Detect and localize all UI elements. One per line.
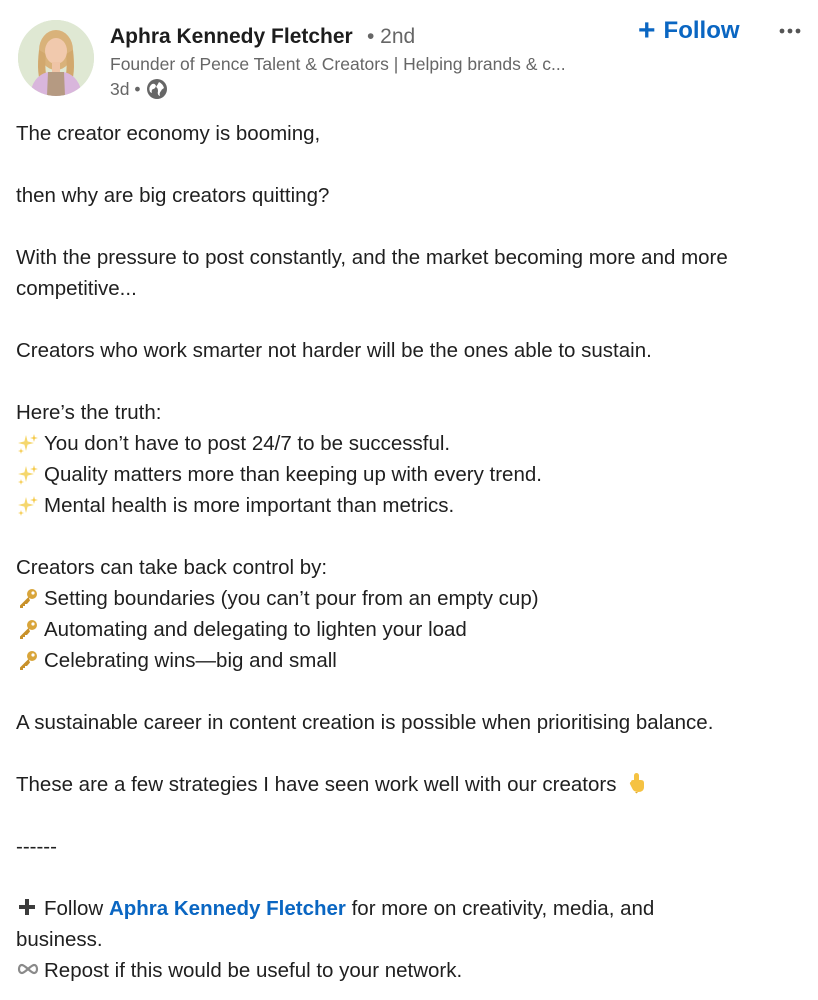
cta-follow-line2: business. [16,928,103,951]
key-icon [16,587,40,611]
connection-degree: • 2nd [367,25,416,48]
control-item-text: Automating and delegating to lighten your load [44,618,467,641]
post-paragraph [16,769,816,800]
truth-item-text: You don’t have to post 24/7 to be successful. [44,432,451,455]
follow-plus-icon: + [638,14,656,47]
post-paragraph: competitive... [16,277,137,300]
control-item-text: Setting boundaries (you can’t pour from an empty cup) [44,587,539,610]
cta-repost [16,955,816,986]
cta-follow-suffix: for more on creativity, media, and [351,897,655,920]
cta-follow-prefix: Follow [44,897,104,920]
follow-button[interactable] [638,14,740,48]
avatar[interactable] [18,20,94,96]
sparkles-icon [16,432,40,456]
control-item [16,645,816,676]
infinity-icon [16,957,40,981]
post-paragraph: With the pressure to post constantly, and the market becoming more and more [16,246,728,269]
key-icon [16,618,40,642]
control-item-text: Celebrating wins—big and small [44,649,337,672]
globe-icon [146,78,168,100]
divider-text: ------ [16,835,57,858]
control-item [16,614,816,645]
post-paragraph: then why are big creators quitting? [16,184,330,207]
author-headline[interactable]: Founder of Pence Talent & Creators | Helping brands & c... [110,54,566,74]
post-paragraph-text: These are a few strategies I have seen work well with our creators [16,773,617,796]
post-meta [110,77,168,101]
author-mention-link[interactable]: Aphra Kennedy Fletcher [108,897,346,920]
post-paragraph: A sustainable career in content creation is possible when prioritising balance. [16,711,714,734]
cta-follow [16,893,816,924]
post-paragraph: Creators who work smarter not harder will be the ones able to sustain. [16,339,652,362]
truth-item-text: Quality matters more than keeping up with every trend. [44,463,542,486]
truth-item [16,428,816,459]
follow-label: Follow [663,17,740,44]
more-options-icon[interactable] [776,16,806,46]
sparkles-icon [16,463,40,487]
author-name[interactable]: Aphra Kennedy Fletcher [110,25,353,48]
truth-item [16,490,816,521]
sparkles-icon [16,494,40,518]
truth-heading: Here’s the truth: [16,401,162,424]
cta-repost-text: Repost if this would be useful to your network. [44,959,463,982]
key-icon [16,649,40,673]
post-time: 3d • [110,79,141,99]
post-body [16,118,816,986]
truth-item [16,459,816,490]
control-item [16,583,816,614]
avatar-image [18,20,94,96]
plus-icon [16,896,38,918]
post-paragraph: The creator economy is booming, [16,122,321,145]
truth-item-text: Mental health is more important than metrics. [44,494,455,517]
pointing-down-icon [626,772,648,794]
control-heading: Creators can take back control by: [16,556,328,579]
